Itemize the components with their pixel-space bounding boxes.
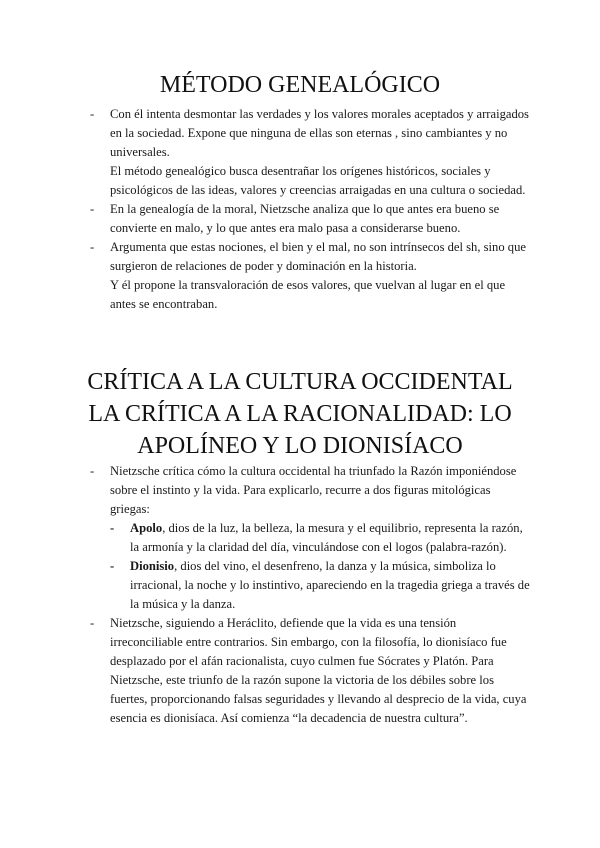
paragraph: Nietzsche, siguiendo a Heráclito, defiende que la vida es una tensión irreconciliable entre contrarios. Sin embargo, con la filosofía, lo dionisíaco fue desplazado por el afán racionalista, cuyo culmen fue Sócrates y Platón. Para Nietzsche, este triunfo de la razón supone la victoria de los débiles sobre los fuertes, proporcionando falsas seguridades y llevando al desprecio de la vida, cuya esencia es dionisíaca. Así comienza “la decadencia de nuestra cultura”. (110, 616, 527, 725)
definition-apolo: , dios de la luz, la belleza, la mesura y el equilibrio, representa la razón, la armonía y la claridad del día, vinculándose con el logos (palabra-razón). (130, 521, 523, 554)
paragraph: Argumenta que estas nociones, el bien y el mal, no son intrínsecos del sh, sino que surgieron de relaciones de poder y dominación en la historia. (110, 240, 526, 273)
sub-list-item-dionisio (90, 557, 530, 614)
definition-dionisio: , dios del vino, el desenfreno, la danza y la música, simboliza lo irracional, la noche y lo instintivo, apareciendo en la tragedia griega a través de la música y la danza. (130, 559, 530, 611)
term-apolo: Apolo (130, 521, 163, 535)
section-title-metodo: MÉTODO GENEALÓGICO (159, 72, 441, 98)
paragraph: En la genealogía de la moral, Nietzsche analiza que lo que antes era bueno se convierte en malo, y lo que antes era malo pasa a considerarse bueno. (110, 202, 500, 235)
bullet-dash: - (90, 202, 95, 216)
term-dionisio: Dionisio (130, 559, 175, 573)
section-headings-critica (70, 366, 530, 462)
list-item (90, 462, 530, 519)
bullet-list-critica (90, 462, 530, 728)
list-item (90, 105, 530, 200)
sub-list-item-apolo (90, 519, 530, 557)
list-item (90, 614, 530, 728)
list-item (90, 200, 530, 238)
bullet-list-metodo (90, 105, 530, 314)
list-item (90, 238, 530, 314)
heading-critica-racionalidad: LA CRÍTICA A LA RACIONALIDAD: LO APOLÍNEO Y LO DIONISÍACO (88, 401, 512, 459)
paragraph: Con él intenta desmontar las verdades y los valores morales aceptados y arraigados en la sociedad. Expone que ninguna de ellas son eternas , sino cambiantes y no universales. (110, 107, 529, 159)
bullet-dash: - (90, 107, 95, 121)
bullet-dash: - (90, 240, 95, 254)
bullet-dash: - (110, 559, 115, 573)
paragraph: El método genealógico busca desentrañar los orígenes históricos, sociales y psicológicos de las ideas, valores y creencias arraigadas en una cultura o sociedad. (110, 164, 526, 197)
bullet-dash: - (90, 464, 95, 478)
heading-critica-cultura: CRÍTICA A LA CULTURA OCCIDENTAL (87, 369, 513, 395)
bullet-dash: - (110, 521, 115, 535)
bullet-dash: - (90, 616, 95, 630)
paragraph: Nietzsche crítica cómo la cultura occidental ha triunfado la Razón imponiéndose sobre el instinto y la vida. Para explicarlo, recurre a dos figuras mitológicas griegas: (110, 464, 517, 516)
paragraph: Y él propone la transvaloración de esos valores, que vuelvan al lugar en el que antes se encontraban. (110, 278, 506, 311)
